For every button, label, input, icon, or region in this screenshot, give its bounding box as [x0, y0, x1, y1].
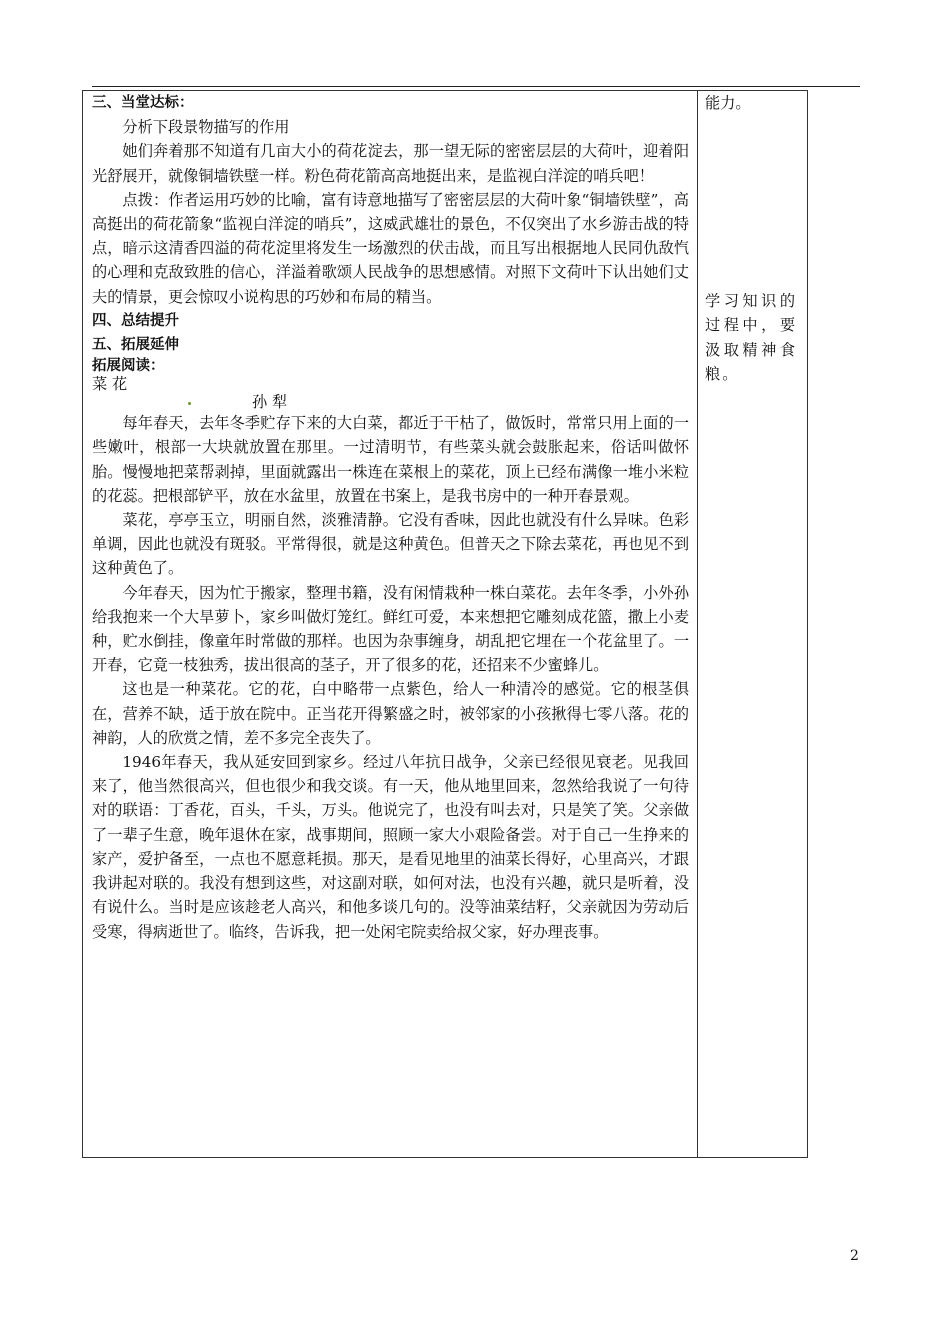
essay-paragraph: 菜花，亭亭玉立，明丽自然，淡雅清静。它没有香味，因此也就没有什么异味。色彩单调，因此也就没有斑驳。平常得很，就是这种黄色。但普天之下除去菜花，再也见不到这种黄色了。: [92, 511, 689, 578]
marker-dot: [188, 402, 191, 405]
main-content-cell: [92, 91, 689, 944]
essay-title: 菜 花: [92, 375, 128, 394]
column-divider: [697, 91, 698, 1157]
page-number: 2: [850, 1248, 859, 1264]
side-top-text: 能力。: [705, 94, 751, 112]
section-heading-3: 三、当堂达标：: [92, 95, 194, 111]
side-note: 学习知识的过程中，要汲取精神食粮。: [705, 292, 797, 383]
essay-paragraph: 每年春天，去年冬季贮存下来的大白菜，都近于干枯了，做饭时，常常只用上面的一些嫩叶，根部一大块就放置在那里。一过清明节，有些菜头就会鼓胀起来，俗话叫做怀胎。慢慢地把菜帮剥掉，里面就露出一株连在菜根上的菜花，顶上已经布满像一堆小米粒的花蕊。把根部铲平，放在水盆里，放置在书案上，是我书房中的一种开春景观。: [92, 414, 689, 505]
essay-paragraph: 1946年春天，我从延安回到家乡。经过八年抗日战争，父亲已经很见衰老。见我回来了，他当然很高兴，但也很少和我交谈。有一天，他从地里回来，忽然给我说了一句待对的联语：丁香花，百头，千头，万头。他说完了，也没有叫去对，只是笑了笑。父亲做了一辈子生意，晚年退休在家，战事期间，照顾一家大小艰险备尝。对于自己一生挣来的家产，爱护备至，一点也不愿意耗损。那天，是看见地里的油菜长得好，心里高兴，才跟我讲起对联的。我没有想到这些，对这副对联，如何对法，也没有兴趣，就只是听着，没有说什么。当时是应该趁老人高兴，和他多谈几句的。没等油菜结籽，父亲就因为劳动后受寒，得病逝世了。临终，告诉我，把一处闲宅院卖给叔父家，好办理丧事。: [92, 753, 689, 941]
quote-paragraph: 她们奔着那不知道有几亩大小的荷花淀去，那一望无际的密密层层的大荷叶，迎着阳光舒展开，就像铜墙铁壁一样。粉色荷花箭高高地挺出来，是监视白洋淀的哨兵吧！: [92, 142, 689, 185]
essay-paragraph: 今年春天，因为忙于搬家，整理书籍，没有闲情栽种一株白菜花。去年冬季，小外孙给我抱来一个大旱萝卜，家乡叫做灯笼红。鲜红可爱，本来想把它雕刻成花篮，撒上小麦种，贮水倒挂，像童年时常做的那样。也因为杂事缠身，胡乱把它埋在一个花盆里了。一开春，它竟一枝独秀，拔出很高的茎子，开了很多的花，还招来不少蜜蜂儿。: [92, 583, 689, 675]
header-rule: [92, 86, 860, 87]
essay-paragraph: 这也是一种菜花。它的花，白中略带一点紫色，给人一种清冷的感觉。它的根茎俱在，营养不缺，适于放在院中。正当花开得繁盛之时，被邻家的小孩揪得七零八落。花的神韵，人的欣赏之情，差不多完全丧失了。: [92, 680, 689, 747]
task-prompt: 分析下段景物描写的作用: [122, 118, 290, 137]
section-heading-5: 五、拓展延伸: [92, 337, 179, 354]
section-heading-4: 四、总结提升: [92, 312, 179, 329]
hint-paragraph: 点拨：作者运用巧妙的比喻，富有诗意地描写了密密层层的大荷叶象“铜墙铁壁”，高高挺出的荷花箭象“监视白洋淀的哨兵”，这威武雄壮的景色，不仅突出了水乡游击战的特点，暗示这清香四溢的荷花淀里将发生一场激烈的伏击战，而且写出根据地人民同仇敌忾的心理和克敌致胜的信心，洋溢着歌颂人民战争的思想感情。对照下文荷叶下认出她们丈夫的情景，更会惊叹小说构思的巧妙和布局的精当。: [92, 190, 689, 306]
reading-heading: 拓展阅读：: [92, 358, 165, 375]
essay-author: 孙 犁: [252, 393, 288, 412]
essay-author-line: [92, 393, 689, 411]
lesson-table: [82, 90, 808, 1158]
side-notes-cell: [705, 91, 797, 386]
